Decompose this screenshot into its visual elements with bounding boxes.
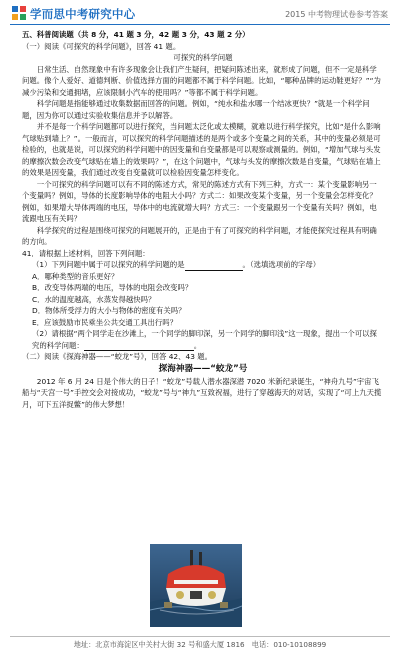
article-title-2: 探海神器——“蛟龙”号: [158, 363, 248, 374]
footer-divider: [10, 636, 390, 637]
question-41-stem: 41．请根据上述材料，回答下列问题：: [22, 248, 150, 258]
jiaolong-submersible-photo: [150, 544, 242, 627]
question-text: 。: [193, 340, 202, 350]
page-header: [0, 0, 400, 26]
article-paragraph: 2012 年 6 月 24 日是个伟大的日子！“蛟龙”号载人潜水器深潜 7020 米新纪录诞生，“神舟九号”宇宙飞船与“天宫一号”手控交会对接成功，“蛟龙”号与“神九”互致祝福，进行了穿越海天的对话，实现了“可上九天揽月，可下五洋捉鳖”的伟大梦想！: [22, 376, 382, 409]
question-text: 。（选填选项前的字母）: [242, 260, 321, 269]
header-divider: [10, 24, 390, 25]
article-paragraph: 日常生活、自然现象中有许多现象会让我们产生疑问，把疑问陈述出来，就形成了问题，但不一定是科学问题。像个人爱好、道德判断、价值选择方面的问题都不属于科学问题。比如，“哪种品牌的运动鞋更好？”“为减少污染和交通拥堵，应该限制小汽车的使用吗？”等都不属于科学问题。: [22, 64, 381, 97]
section-heading: 五、科普阅读题（共 8 分，41 题 3 分，42 题 3 分，43 题 2 分）: [22, 30, 250, 39]
article-title-1: 可探究的科学问题: [173, 53, 233, 62]
document-body: [22, 29, 384, 410]
answer-blank[interactable]: [185, 262, 243, 271]
page-footer: 地址：北京市海淀区中关村大街 32 号和盛大厦 1816 电话：010-10108899: [73, 640, 327, 649]
question-text: （1）下列问题中属于可以探究的科学问题的是: [32, 260, 185, 269]
question-41-part-2: [22, 328, 384, 351]
reading-instruction-1: （一）阅读《可探究的科学问题》，回答 41 题。: [22, 41, 181, 51]
option-a: A．哪种类型的音乐更好？: [32, 271, 119, 281]
question-text: （2）请根据“两个同学走在沙滩上，一个同学的脚印深，另一个同学的脚印浅”这一现象，提出一个可以探究的科学问题：: [32, 329, 377, 350]
article-paragraph: 科学问题是指能够通过收集数据而回答的问题。例如，“纯水和盐水哪一个结冰更快？”就是一个科学问题，因为你可以通过实验收集信息并予以解答。: [22, 99, 370, 120]
brand-name: 学而思中考研究中心: [30, 7, 136, 21]
option-d: D．物体所受浮力的大小与物体的密度有关吗？: [32, 306, 186, 315]
answer-blank[interactable]: [84, 342, 194, 351]
header-subtitle: 2015 中考物理试卷参考答案: [285, 10, 388, 19]
reading-instruction-2: （二）阅读《探海神器——“蛟龙”号》，回答 42、43 题。: [22, 352, 213, 361]
article-paragraph: 并不是每一个科学问题都可以进行探究，当问题太泛化或太模糊，就难以进行科学探究，比如“是什么影响气球贴到墙上？”。一般而言，可以探究的科学问题描述的是两个或多个变量之间的关系，其中的变量必须是可检验的，也就是说，可以探究的科学问题中的因变量和自变量都是可以观察或测量的。例如，“增加气球与头发的摩擦次数会改变气球贴在墙上的效果吗？”，在这个问题中，气球与头发的摩擦次数是自变量，气球贴在墙上的效果是因变量，我们通过改变自变量就可以检验因变量怎样变化。: [22, 122, 381, 177]
article-paragraph: 一个可探究的科学问题可以有不同的陈述方式，常见的陈述方式有下列三种，方式一：某个变量影响另一个变量吗？例如，导体的长度影响导体的电阻大小吗？方式二：如果改变某个变量，另一个变量会怎样变化？例如，如果增大导体两端的电压，导体中的电流就增大吗？方式三：一个变量跟另一个变量有关吗？例如，电流跟电压有关吗？: [22, 179, 377, 223]
option-b: B．改变导体两端的电压，导体的电阻会改变吗？: [32, 283, 193, 292]
question-41-part-1: [22, 259, 384, 271]
article-paragraph: 科学探究的过程是围绕可探究的问题展开的，正是由于有了可探究的科学问题，才能使探究过程具有明确的方向。: [22, 225, 377, 246]
option-e: E．应该鼓励市民乘坐公共交通工具出行吗？: [32, 317, 178, 327]
brand-logo-icon: [12, 6, 26, 20]
option-c: C．水的温度越高，水蒸发得越快吗？: [32, 294, 156, 304]
